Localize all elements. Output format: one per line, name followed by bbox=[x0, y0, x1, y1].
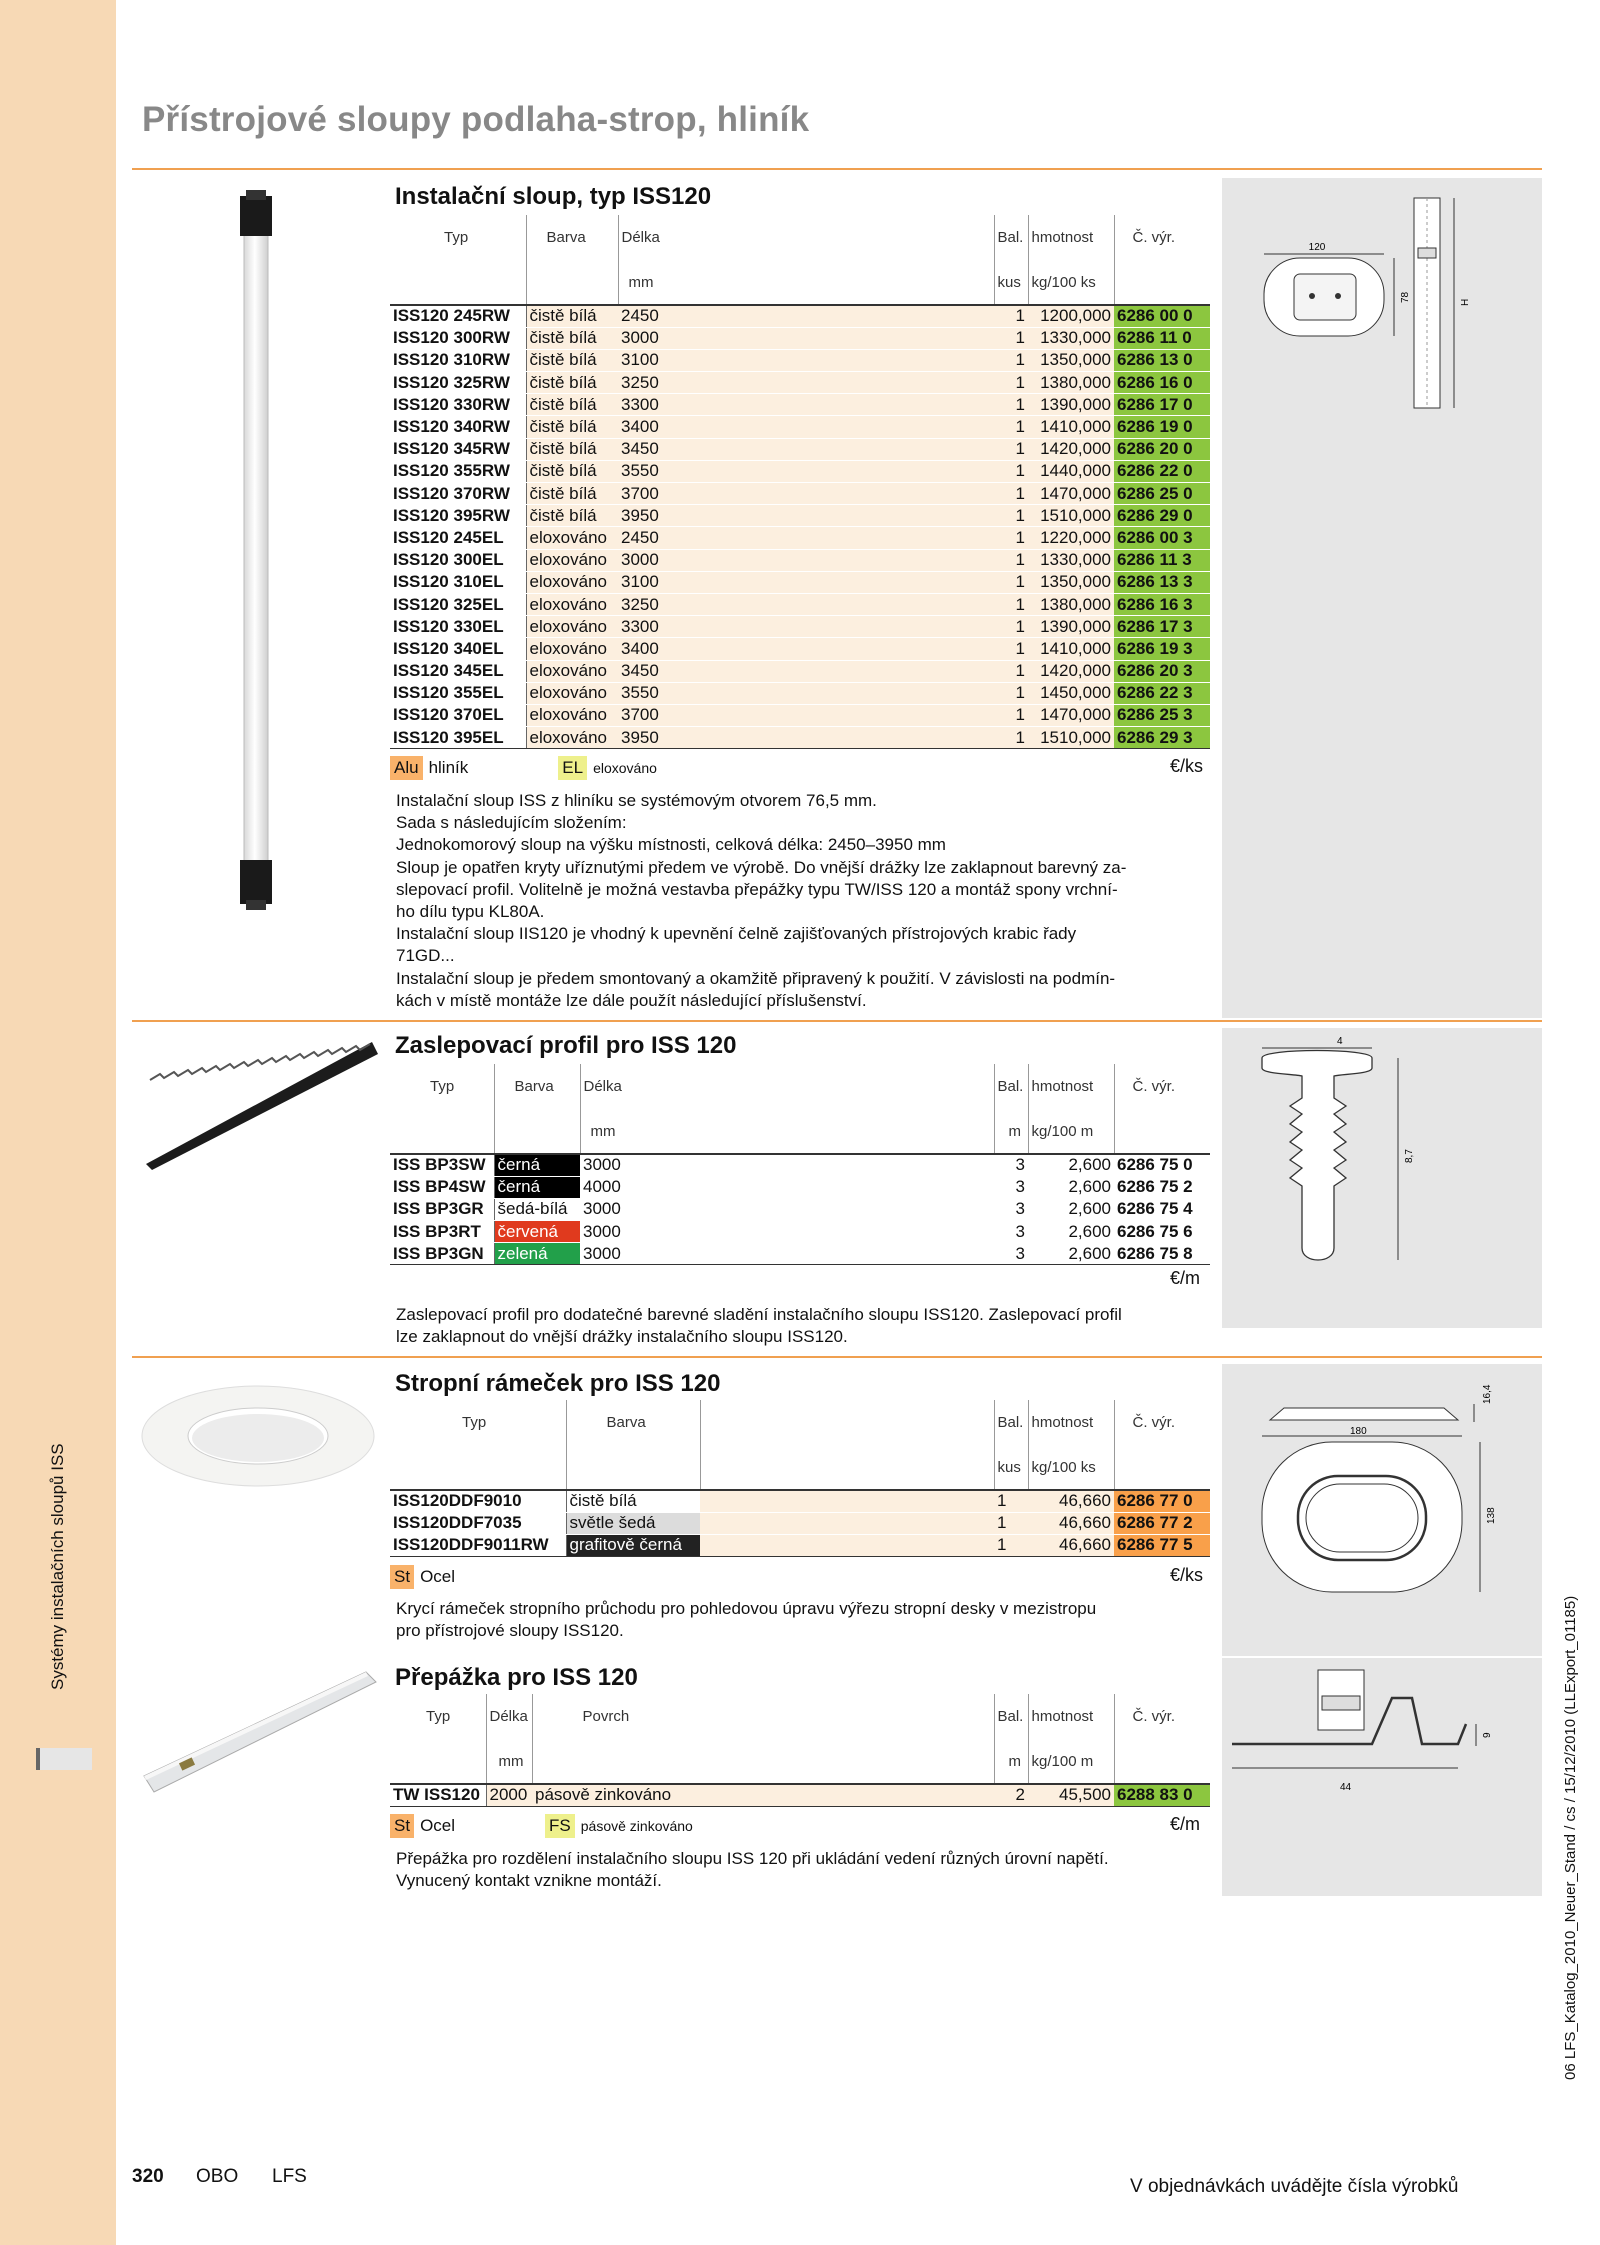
column-product-image bbox=[236, 190, 276, 915]
table-row: ISS120 245RW čistě bílá 2450 1 1200,000 6286 00 0 bbox=[390, 305, 1210, 327]
th-hmotnost: hmotnost bbox=[1028, 215, 1114, 260]
price-unit-4: €/m bbox=[1170, 1814, 1201, 1834]
svg-text:180: 180 bbox=[1350, 1426, 1367, 1437]
table-row: ISS120DDF9011RW grafitově černá 1 46,660 6286 77 5 bbox=[390, 1534, 1210, 1556]
section-title-divider: Přepážka pro ISS 120 bbox=[395, 1664, 638, 1691]
side-tab-marker bbox=[36, 1748, 92, 1770]
legend-key-el: EL bbox=[558, 756, 587, 780]
side-strip bbox=[0, 0, 116, 2245]
material-legend-3: St Ocel bbox=[390, 1565, 455, 1589]
table-row: ISS120 300RW čistě bílá 3000 1 1330,000 6286 11 0 bbox=[390, 327, 1210, 349]
svg-text:4: 4 bbox=[1337, 1036, 1343, 1047]
description-blanking-profile: Zaslepovací profil pro dodatečné barevné sladění instalačního sloupu ISS120. Zaslepovací profil lze zaklapnout do vnější drážky instalačního sloupu ISS120. bbox=[396, 1305, 1122, 1347]
description-ceiling-frame: Krycí rámeček stropního průchodu pro pohledovou úpravu výřezu stropní desky v mezistropu pro přístrojové sloupy ISS120. bbox=[396, 1599, 1097, 1641]
price-unit-2: €/m bbox=[1170, 1268, 1201, 1288]
footer-note: V objednávkách uvádějte čísla výrobků bbox=[1130, 2176, 1459, 2197]
section-title-iss120: Instalační sloup, typ ISS120 bbox=[395, 183, 712, 210]
legend-text-alu: hliník bbox=[428, 758, 469, 777]
column-technical-drawing bbox=[1222, 178, 1542, 438]
table-row: ISS120 325EL eloxováno 3250 1 1380,000 6286 16 3 bbox=[390, 593, 1210, 615]
table-row: TW ISS120 2000 pásově zinkováno 2 45,500 6288 83 0 bbox=[390, 1784, 1210, 1806]
section-title-ceiling-frame: Stropní rámeček pro ISS 120 bbox=[395, 1370, 721, 1397]
table-row: ISS BP3RT červená 3000 3 2,600 6286 75 6 bbox=[390, 1221, 1210, 1243]
svg-text:78: 78 bbox=[1400, 291, 1411, 303]
svg-text:138: 138 bbox=[1486, 1507, 1497, 1524]
export-meta: 06 LFS_Katalog_2010_Neuer_Stand / cs / 15/12/2010 (LLExport_01185) bbox=[1562, 1595, 1579, 2080]
table-row: ISS120 345RW čistě bílá 3450 1 1420,000 6286 20 0 bbox=[390, 438, 1210, 460]
product-table-blanking-profile: Typ Barva Délka Bal. hmotnost Č. výr. mm m kg/100 m ISS BP3SW černá 3000 3 2,600 6286 75 0 ISS BP4SW černá 4000 3 2,600 6286 75 2 ISS BP3GR šedá-bílá 3000 3 2,600 6286 75 4 ISS BP3RT červená 3000 3 2,600 6286 75 6 ISS BP3GN zelená 3000 3 2,600 6286 75 8 bbox=[390, 1064, 1210, 1265]
page-number: 320 bbox=[132, 2166, 164, 2187]
th-delka: Délka bbox=[618, 215, 994, 260]
description-iss120: Instalační sloup ISS z hliníku se systémovým otvorem 76,5 mm. Sada s následujícím složením: Jednokomorový sloup na výšku místnosti, celková délka: 2450–3950 mm Sloup je opatřen kryty uříznutými předem ve výrobě. Do vnější drážky lze zaklapnout barevný za- slepovací profil. Volitelně je možná vestavba přepážky typu TW/ISS 120 a montáž spony vrchní- ho dílu typu KL80A. Instalační sloup IIS120 je vhodný k upevnění čelně zajišťovaných přístrojových krabic řady 71GD... Instalační sloup je předem smontovaný a okamžitě připravený k použití. V závislosti na podmín- kách v místě montáže lze dále použít následující příslušenství. bbox=[396, 791, 1127, 1010]
table-row: ISS BP3SW černá 3000 3 2,600 6286 75 0 bbox=[390, 1154, 1210, 1176]
table-row: ISS120DDF9010 čistě bílá 1 46,660 6286 77 0 bbox=[390, 1490, 1210, 1512]
table-row: ISS BP3GN zelená 3000 3 2,600 6286 75 8 bbox=[390, 1243, 1210, 1265]
table-row: ISS120 340EL eloxováno 3400 1 1410,000 6286 19 3 bbox=[390, 638, 1210, 660]
table-row: ISS BP3GR šedá-bílá 3000 3 2,600 6286 75 4 bbox=[390, 1198, 1210, 1220]
table-row: ISS120DDF7035 světle šedá 1 46,660 6286 77 2 bbox=[390, 1512, 1210, 1534]
price-unit-1: €/ks bbox=[1170, 756, 1204, 776]
th-cislo: Č. výr. bbox=[1132, 229, 1176, 246]
description-divider: Přepážka pro rozdělení instalačního sloupu ISS 120 při ukládání vedení různých úrovní napětí. Vynucený kontakt vznikne montáží. bbox=[396, 1849, 1109, 1891]
table-row: ISS120 395EL eloxováno 3950 1 1510,000 6286 29 3 bbox=[390, 727, 1210, 749]
price-unit-3: €/ks bbox=[1170, 1565, 1204, 1585]
product-table-divider: Typ Délka Povrch Bal. hmotnost Č. výr. mm m kg/100 m TW ISS120 2000 pásově zinkováno 2 45,500 6288 83 0 bbox=[390, 1694, 1210, 1807]
legend-text-el: eloxováno bbox=[593, 760, 657, 776]
divider-image bbox=[140, 1668, 380, 1798]
product-table-iss120 bbox=[390, 215, 1210, 749]
section-rule-3 bbox=[132, 1356, 1542, 1358]
table-row: ISS120 355RW čistě bílá 3550 1 1440,000 6286 22 0 bbox=[390, 460, 1210, 482]
title-rule bbox=[132, 168, 1542, 170]
divider-drawing bbox=[1222, 1658, 1542, 1896]
svg-text:16,4: 16,4 bbox=[1482, 1384, 1493, 1404]
table-row: ISS120 325RW čistě bílá 3250 1 1380,000 6286 16 0 bbox=[390, 372, 1210, 394]
blanking-profile-image bbox=[140, 1040, 380, 1170]
svg-text:120: 120 bbox=[1308, 242, 1326, 253]
table-row: ISS120 355EL eloxováno 3550 1 1450,000 6286 22 3 bbox=[390, 682, 1210, 704]
side-section-label: Systémy instalačních sloupů ISS bbox=[48, 1443, 67, 1690]
page-title: Přístrojové sloupy podlaha-strop, hliník bbox=[142, 100, 810, 139]
legend-key-alu: Alu bbox=[390, 756, 423, 780]
blanking-profile-drawing bbox=[1222, 1028, 1542, 1328]
table-row: ISS120 330RW čistě bílá 3300 1 1390,000 6286 17 0 bbox=[390, 394, 1210, 416]
section-title-blanking-profile: Zaslepovací profil pro ISS 120 bbox=[395, 1032, 737, 1059]
table-row: ISS120 310EL eloxováno 3100 1 1350,000 6286 13 3 bbox=[390, 571, 1210, 593]
table-row: ISS120 370RW čistě bílá 3700 1 1470,000 6286 25 0 bbox=[390, 483, 1210, 505]
table-row: ISS120 300EL eloxováno 3000 1 1330,000 6286 11 3 bbox=[390, 549, 1210, 571]
brand-lfs: LFS bbox=[272, 2166, 307, 2187]
ceiling-frame-image bbox=[138, 1382, 378, 1490]
material-legend-4: St Ocel FS pásově zinkováno bbox=[390, 1814, 693, 1838]
section-rule-2 bbox=[132, 1020, 1542, 1022]
table-header-row bbox=[390, 215, 1210, 260]
product-table-ceiling-frame: Typ Barva Bal. hmotnost Č. výr. kus kg/100 ks ISS120DDF9010 čistě bílá 1 46,660 6286 77 0 ISS120DDF7035 světle šedá 1 46,660 6286 77 2 ISS120DDF9011RW grafitově černá 1 46,660 6286 77 5 bbox=[390, 1400, 1210, 1557]
svg-text:44: 44 bbox=[1340, 1782, 1352, 1793]
svg-text:H: H bbox=[1460, 298, 1471, 306]
material-legend-1 bbox=[390, 756, 657, 780]
table-row: ISS120 370EL eloxováno 3700 1 1470,000 6286 25 3 bbox=[390, 704, 1210, 726]
th-bal: Bal. bbox=[994, 215, 1028, 260]
ceiling-frame-drawing bbox=[1222, 1364, 1542, 1656]
brand-obo: OBO bbox=[196, 2166, 239, 2187]
th-typ: Typ bbox=[390, 215, 526, 260]
table-row: ISS120 345EL eloxováno 3450 1 1420,000 6286 20 3 bbox=[390, 660, 1210, 682]
table-unit-row: mm kus kg/100 ks bbox=[390, 260, 1210, 305]
table-row: ISS120 395RW čistě bílá 3950 1 1510,000 6286 29 0 bbox=[390, 505, 1210, 527]
th-barva: Barva bbox=[526, 215, 618, 260]
table-row: ISS120 245EL eloxováno 2450 1 1220,000 6286 00 3 bbox=[390, 527, 1210, 549]
svg-text:9: 9 bbox=[1482, 1732, 1493, 1738]
table-row: ISS120 340RW čistě bílá 3400 1 1410,000 6286 19 0 bbox=[390, 416, 1210, 438]
table-row: ISS BP4SW černá 4000 3 2,600 6286 75 2 bbox=[390, 1176, 1210, 1198]
table-row: ISS120 330EL eloxováno 3300 1 1390,000 6286 17 3 bbox=[390, 616, 1210, 638]
svg-text:8,7: 8,7 bbox=[1404, 1149, 1415, 1163]
table-row: ISS120 310RW čistě bílá 3100 1 1350,000 6286 13 0 bbox=[390, 349, 1210, 371]
